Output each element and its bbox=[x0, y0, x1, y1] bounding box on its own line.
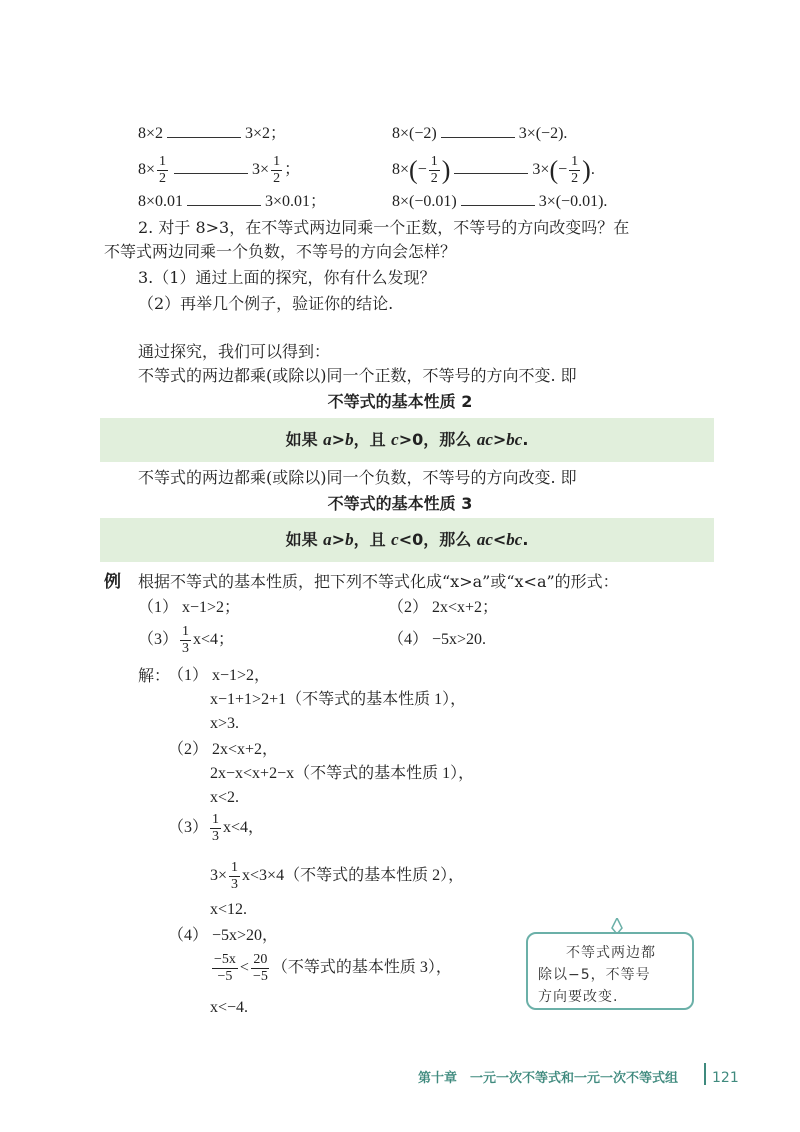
note-line-3: 方向要改变. bbox=[538, 989, 619, 1005]
solution-1-step-1: （1） x−1>2， bbox=[168, 667, 271, 684]
fraction-one-third bbox=[210, 813, 221, 844]
var-bc: bc bbox=[506, 530, 523, 549]
compare-row-3-right bbox=[392, 190, 607, 214]
denominator: 3 bbox=[182, 640, 190, 656]
note-line-1: 不等式两边都 bbox=[566, 945, 656, 961]
symbol: > bbox=[331, 430, 346, 449]
text: 如果 bbox=[285, 430, 324, 449]
example-problem-4: （4） −5x>20. bbox=[388, 631, 487, 648]
text: x<3×4（不等式的基本性质 2）， bbox=[242, 867, 465, 884]
expr: 8× bbox=[392, 161, 410, 178]
fraction-one-third bbox=[180, 625, 191, 656]
var-b: b bbox=[345, 430, 354, 449]
page-number: 121 bbox=[712, 1070, 739, 1086]
solution-3-step-2 bbox=[210, 856, 464, 896]
expr: 8×(−0.01) bbox=[392, 193, 457, 210]
property-2-statement bbox=[100, 428, 714, 452]
minus-sign: − bbox=[417, 161, 427, 178]
question-3-part-1: 3.（1）通过上面的探究，你有什么发现？ bbox=[138, 268, 436, 287]
denominator: −5 bbox=[252, 968, 268, 984]
symbol: < bbox=[239, 959, 249, 976]
text: 3× bbox=[210, 867, 228, 884]
solution-1-step-3: x>3. bbox=[210, 715, 240, 732]
numerator: 1 bbox=[273, 153, 281, 169]
example-label: 例 bbox=[104, 572, 121, 592]
var-b: b bbox=[345, 530, 354, 549]
note-line-2: 除以−5，不等号 bbox=[538, 967, 651, 983]
solution-2-step-1: （2） 2x<x+2， bbox=[168, 741, 279, 758]
compare-row-3-left bbox=[138, 190, 326, 214]
text: >0，那么 bbox=[398, 430, 477, 449]
symbol: < bbox=[492, 530, 507, 549]
text: . bbox=[522, 430, 529, 449]
text: ，且 bbox=[353, 530, 392, 549]
answer-blank[interactable] bbox=[167, 123, 241, 138]
expr: 3×(−2). bbox=[518, 125, 568, 142]
denominator: 2 bbox=[571, 170, 579, 186]
text: （不等式的基本性质 3）， bbox=[271, 959, 452, 976]
question-2-line-2: 不等式两边同乘一个负数，不等号的方向会怎样？ bbox=[104, 242, 457, 261]
compare-row-1-left bbox=[138, 122, 286, 146]
text: （3） bbox=[138, 631, 179, 648]
example-problem-2: （2） 2x<x+2； bbox=[388, 599, 499, 616]
example-prompt: 根据不等式的基本性质，把下列不等式化成“x>a”或“x<a”的形式： bbox=[138, 572, 619, 591]
chapter-footer: 第十章 一元一次不等式和一元一次不等式组 bbox=[418, 1071, 679, 1086]
compare-row-2-right: 8×(− $\frac{1}{2}$ ) 3×(− $\frac{1}{2}$ ). bbox=[392, 153, 595, 186]
text: 如果 bbox=[285, 530, 324, 549]
numerator: 1 bbox=[430, 153, 438, 169]
expr: 3×2； bbox=[245, 125, 287, 142]
answer-blank[interactable] bbox=[174, 159, 248, 174]
denominator: 2 bbox=[159, 170, 167, 186]
denominator: −5 bbox=[217, 968, 233, 984]
denominator: 2 bbox=[430, 170, 438, 186]
solution-3-step-3: x<12. bbox=[210, 901, 248, 918]
text: （3） bbox=[168, 819, 209, 836]
example-problem-3 bbox=[138, 620, 234, 660]
var-c: c bbox=[391, 530, 399, 549]
property-3-statement bbox=[100, 528, 714, 552]
expr: 8×2 bbox=[138, 125, 164, 142]
denominator: 3 bbox=[231, 876, 239, 892]
solution-2-step-3: x<2. bbox=[210, 789, 240, 806]
property-3-band bbox=[100, 518, 714, 562]
numerator: 1 bbox=[571, 153, 579, 169]
text: x<4； bbox=[193, 631, 235, 648]
var-c: c bbox=[391, 430, 399, 449]
solution-label: 解： bbox=[138, 666, 171, 685]
fraction-20-over-neg5 bbox=[251, 953, 270, 984]
denominator: 2 bbox=[273, 170, 281, 186]
expr: 3× bbox=[532, 161, 550, 178]
solution-1-step-2: x−1+1>2+1（不等式的基本性质 1）， bbox=[210, 691, 467, 708]
rule-3-text: 不等式的两边都乘(或除以)同一个负数，不等号的方向改变. 即 bbox=[138, 468, 577, 487]
var-a: a bbox=[323, 430, 332, 449]
fraction-one-third bbox=[229, 861, 240, 892]
var-bc: bc bbox=[506, 430, 523, 449]
expr: 3× bbox=[252, 161, 270, 178]
var-a: a bbox=[323, 530, 332, 549]
solution-4-step-2 bbox=[210, 948, 452, 988]
compare-row-1-right bbox=[392, 122, 567, 146]
expr: 3×0.01； bbox=[265, 193, 327, 210]
expr: 8× bbox=[138, 161, 156, 178]
answer-blank[interactable] bbox=[187, 191, 261, 206]
margin-note bbox=[526, 932, 694, 1010]
minus-sign: − bbox=[558, 161, 568, 178]
numerator: 20 bbox=[253, 951, 268, 967]
text: ，且 bbox=[353, 430, 392, 449]
symbol: > bbox=[492, 430, 507, 449]
numerator: 1 bbox=[182, 623, 190, 639]
question-3-part-2: （2）再举几个例子，验证你的结论. bbox=[138, 294, 394, 313]
solution-4-step-1: （4） −5x>20， bbox=[168, 927, 279, 944]
text: . bbox=[522, 530, 529, 549]
text: <0，那么 bbox=[398, 530, 477, 549]
rule-2-text: 不等式的两边都乘(或除以)同一个正数，不等号的方向不变. 即 bbox=[138, 366, 577, 385]
property-2-band bbox=[100, 418, 714, 462]
expr: 8×0.01 bbox=[138, 193, 184, 210]
compare-row-2-left: 8× $\frac{1}{2}$ 3× $\frac{1}{2}$ ； bbox=[138, 153, 301, 186]
fraction-one-half bbox=[569, 155, 580, 186]
question-2-line-1: 2. 对于 8>3，在不等式两边同乘一个正数，不等号的方向改变吗？在 bbox=[138, 218, 630, 237]
solution-4-step-3: x<−4. bbox=[210, 999, 249, 1016]
var-ac: ac bbox=[476, 530, 493, 549]
expr: 8×(−2) bbox=[392, 125, 437, 142]
numerator: 1 bbox=[212, 811, 220, 827]
denominator: 3 bbox=[212, 828, 220, 844]
fraction-one-half bbox=[271, 155, 282, 186]
numerator: 1 bbox=[159, 153, 167, 169]
answer-blank[interactable] bbox=[461, 191, 535, 206]
solution-3-step-1 bbox=[168, 808, 264, 848]
answer-blank[interactable] bbox=[441, 123, 515, 138]
var-ac: ac bbox=[476, 430, 493, 449]
solution-2-step-2: 2x−x<x+2−x（不等式的基本性质 1）， bbox=[210, 765, 475, 782]
property-2-title: 不等式的基本性质 2 bbox=[327, 392, 473, 411]
fraction-neg5x-over-neg5 bbox=[212, 953, 238, 984]
footer-divider bbox=[704, 1063, 706, 1085]
text: x<4， bbox=[223, 819, 265, 836]
answer-blank[interactable] bbox=[454, 159, 528, 174]
example-problem-1: （1） x−1>2； bbox=[138, 599, 241, 616]
numerator: −5x bbox=[214, 951, 236, 967]
fraction-one-half bbox=[157, 155, 168, 186]
numerator: 1 bbox=[231, 859, 239, 875]
symbol: > bbox=[331, 530, 346, 549]
property-3-title: 不等式的基本性质 3 bbox=[327, 494, 473, 513]
fraction-one-half bbox=[429, 155, 440, 186]
conclusion-intro: 通过探究，我们可以得到： bbox=[138, 342, 331, 361]
expr: 3×(−0.01). bbox=[538, 193, 608, 210]
